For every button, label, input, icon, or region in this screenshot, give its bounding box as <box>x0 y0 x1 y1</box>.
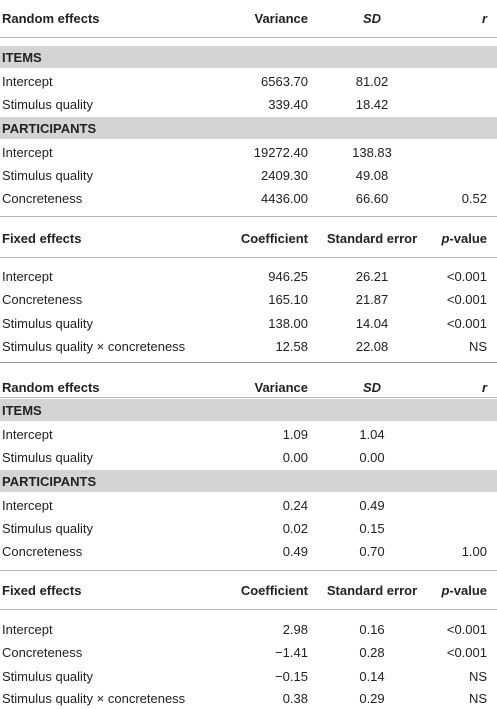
section-participants <box>0 470 497 492</box>
table-row <box>0 69 497 93</box>
header-p-value <box>441 576 487 604</box>
header-standard-error: Standard error <box>326 230 418 246</box>
cell-value-col3: 0.16 <box>359 621 385 637</box>
cell-value-col2: 0.02 <box>282 520 308 536</box>
table-row <box>0 539 497 563</box>
table-row <box>0 422 497 446</box>
section-participants-label: PARTICIPANTS <box>2 473 97 489</box>
row-divider <box>0 362 497 363</box>
cell-value-col2: 0.00 <box>282 449 308 465</box>
header-sd: SD <box>362 379 382 395</box>
header-fixed-effects: Fixed effects <box>2 582 82 598</box>
table-row <box>0 287 497 311</box>
cell-value-col3: 0.70 <box>359 543 385 559</box>
cell-value-col4: <0.001 <box>446 315 487 331</box>
row-divider <box>0 609 497 610</box>
row-divider <box>0 37 497 38</box>
table-row <box>0 493 497 517</box>
table-row <box>0 264 497 288</box>
header-variance: Variance <box>254 10 308 26</box>
cell-effect-label: Stimulus quality <box>2 167 94 183</box>
table-row <box>0 92 497 116</box>
cell-value-col3: 18.42 <box>355 96 389 112</box>
header-p-italic: p <box>441 230 450 246</box>
section-items-label: ITEMS <box>2 49 42 65</box>
cell-value-col2: 138.00 <box>268 315 308 331</box>
cell-value-col3: 0.14 <box>359 668 385 684</box>
fixed-effects-header <box>0 224 497 252</box>
cell-effect-label: Intercept <box>2 426 53 442</box>
cell-value-col3: 138.83 <box>352 144 392 160</box>
row-divider <box>0 216 497 217</box>
cell-value-col4: <0.001 <box>446 644 487 660</box>
table-row <box>0 140 497 164</box>
header-standard-error: Standard error <box>326 582 418 598</box>
cell-value-col2: 2409.30 <box>261 167 308 183</box>
cell-value-col4: <0.001 <box>446 268 487 284</box>
cell-value-col2: 6563.70 <box>261 73 308 89</box>
fixed-effects-header <box>0 576 497 604</box>
cell-effect-label: Stimulus quality <box>2 315 94 331</box>
cell-effect-label: Concreteness <box>2 644 83 660</box>
table-row <box>0 311 497 335</box>
cell-value-col2: 4436.00 <box>261 190 308 206</box>
cell-value-col2: 2.98 <box>282 621 308 637</box>
cell-value-col3: 26.21 <box>355 268 389 284</box>
table-row <box>0 687 497 709</box>
cell-value-col4: 0.52 <box>461 190 487 206</box>
row-divider <box>0 257 497 258</box>
cell-value-col2: −0.15 <box>275 668 308 684</box>
cell-effect-label: Intercept <box>2 73 53 89</box>
cell-value-col3: 0.28 <box>359 644 385 660</box>
cell-value-col4: NS <box>468 690 487 706</box>
cell-effect-label: Intercept <box>2 268 53 284</box>
cell-value-col4: <0.001 <box>446 621 487 637</box>
cell-effect-label: Stimulus quality × concreteness <box>2 690 186 706</box>
header-random-effects: Random effects <box>2 10 100 26</box>
cell-value-col2: −1.41 <box>275 644 308 660</box>
table-row <box>0 617 497 641</box>
section-items-label: ITEMS <box>2 402 42 418</box>
header-sd: SD <box>362 10 382 26</box>
cell-effect-label: Intercept <box>2 497 53 513</box>
header-random-effects: Random effects <box>2 379 100 395</box>
cell-value-col4: NS <box>468 668 487 684</box>
cell-value-col2: 165.10 <box>268 291 308 307</box>
cell-effect-label: Concreteness <box>2 291 83 307</box>
cell-value-col2: 0.38 <box>282 690 308 706</box>
table-row <box>0 445 497 469</box>
cell-value-col4: NS <box>468 338 487 354</box>
header-r: r <box>481 379 487 395</box>
cell-value-col3: 22.08 <box>355 338 389 354</box>
section-items <box>0 46 497 68</box>
cell-effect-label: Stimulus quality <box>2 668 94 684</box>
random-effects-header <box>0 2 497 34</box>
header-value-suffix: -value <box>449 582 487 598</box>
cell-value-col4: <0.001 <box>446 291 487 307</box>
header-variance: Variance <box>254 379 308 395</box>
cell-value-col3: 49.08 <box>355 167 389 183</box>
cell-value-col2: 19272.40 <box>253 144 308 160</box>
header-coefficient: Coefficient <box>240 230 308 246</box>
cell-value-col3: 81.02 <box>355 73 389 89</box>
header-r: r <box>481 10 487 26</box>
cell-value-col3: 14.04 <box>355 315 389 331</box>
cell-value-col4: 1.00 <box>461 543 487 559</box>
cell-value-col3: 66.60 <box>355 190 389 206</box>
section-participants-label: PARTICIPANTS <box>2 120 97 136</box>
table-row <box>0 640 497 664</box>
cell-effect-label: Intercept <box>2 621 53 637</box>
cell-value-col3: 0.29 <box>359 690 385 706</box>
cell-value-col2: 339.40 <box>268 96 308 112</box>
table-row <box>0 163 497 187</box>
cell-effect-label: Concreteness <box>2 543 83 559</box>
header-p-value <box>441 224 487 252</box>
cell-effect-label: Intercept <box>2 144 53 160</box>
row-divider <box>0 570 497 571</box>
table-row <box>0 516 497 540</box>
cell-value-col3: 21.87 <box>355 291 389 307</box>
cell-value-col2: 12.58 <box>275 338 308 354</box>
cell-value-col3: 0.00 <box>359 449 385 465</box>
section-participants <box>0 117 497 139</box>
cell-effect-label: Stimulus quality <box>2 449 94 465</box>
row-divider <box>0 397 497 398</box>
cell-value-col2: 1.09 <box>282 426 308 442</box>
cell-value-col3: 0.15 <box>359 520 385 536</box>
cell-effect-label: Stimulus quality × concreteness <box>2 338 186 354</box>
header-coefficient: Coefficient <box>240 582 308 598</box>
cell-effect-label: Stimulus quality <box>2 96 94 112</box>
cell-value-col2: 0.49 <box>282 543 308 559</box>
header-fixed-effects: Fixed effects <box>2 230 82 246</box>
table-row <box>0 664 497 688</box>
header-p-italic: p <box>441 582 450 598</box>
cell-effect-label: Stimulus quality <box>2 520 94 536</box>
cell-value-col2: 946.25 <box>268 268 308 284</box>
cell-value-col3: 0.49 <box>359 497 385 513</box>
header-value-suffix: -value <box>449 230 487 246</box>
cell-effect-label: Concreteness <box>2 190 83 206</box>
cell-value-col3: 1.04 <box>359 426 385 442</box>
section-items <box>0 399 497 421</box>
table-row <box>0 186 497 210</box>
cell-value-col2: 0.24 <box>282 497 308 513</box>
table-row <box>0 334 497 358</box>
